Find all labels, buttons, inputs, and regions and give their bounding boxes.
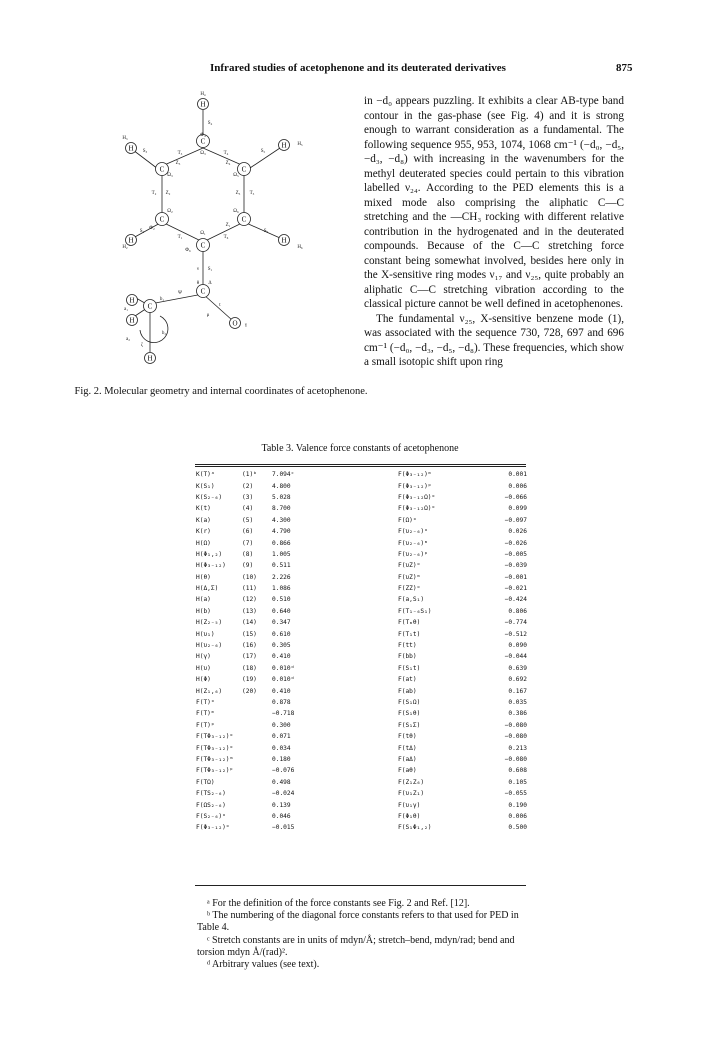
body-text (364, 94, 624, 370)
constant-symbol-cell: K(T)ᵃ (196, 471, 215, 479)
constant-symbol-cell: H(b) (196, 607, 211, 615)
label-t2: T₂ (151, 191, 157, 196)
constant-symbol-cell: F(TΩ) (196, 778, 215, 786)
constant-number-cell: (7) (242, 539, 254, 547)
constant-symbol-cell: H(Z₁,₆) (196, 687, 223, 695)
table-row (196, 492, 527, 503)
label-t4: T₄ (223, 151, 229, 156)
interaction-value-cell: 0.035 (508, 699, 527, 706)
interaction-value-cell: −0.774 (504, 619, 527, 627)
interaction-symbol-cell: F(υZ)ᵒ (398, 562, 421, 570)
interaction-value-cell: −0.026 (504, 539, 527, 547)
table-row (196, 480, 527, 491)
constant-number-cell (242, 708, 272, 719)
constant-symbol-cell: F(Φ₃₋₁₂)ᵒ (196, 824, 230, 832)
constant-number-cell: (1)ᵇ (242, 471, 257, 479)
interaction-symbol-cell: F(υZ)ᵐ (398, 573, 421, 581)
atom-c1: C (200, 241, 206, 250)
interaction-value-cell: 0.099 (508, 505, 527, 513)
constant-value-cell: −0.076 (272, 767, 295, 775)
label-h5: H₅ (297, 142, 303, 147)
interaction-value-cell: −0.039 (504, 562, 527, 570)
table-bottom-rule (195, 885, 526, 886)
label-phi4: Φ₄ (200, 133, 206, 138)
constant-number-cell (242, 799, 272, 810)
constant-value-cell: 1.005 (272, 550, 291, 558)
interaction-value-cell: 0.167 (508, 687, 527, 695)
table-row (196, 583, 527, 594)
interaction-symbol-cell: F(S₁Σ) (398, 721, 421, 729)
label-h4: H₄ (200, 92, 206, 97)
label-omega2: Ω₂ (167, 209, 173, 214)
interaction-value-cell: −0.044 (504, 653, 527, 661)
label-a1: a₁ (124, 307, 128, 312)
label-s1: S₁ (207, 267, 213, 272)
footnote-c: ᶜ Stretch constants are in units of mdyn/Å; stretch–bend, mdyn/rad; bend and torsion mdyn Å/(rad)². (197, 934, 515, 958)
label-z4: Z₄ (225, 161, 231, 166)
table-footnotes (197, 898, 533, 971)
constant-symbol-cell: F(T)ᵒ (196, 699, 215, 706)
constant-value-cell: −0.015 (272, 824, 295, 832)
constant-value-cell: 0.180 (272, 755, 291, 763)
label-nu: ν (196, 267, 200, 272)
constant-value-cell: 0.010ᵈ (272, 664, 295, 672)
constant-number-cell (242, 720, 272, 731)
atom-h4: H (200, 100, 206, 109)
table-row (196, 674, 527, 685)
constant-value-cell: 5.028 (272, 493, 291, 501)
interaction-symbol-cell: F(Φ₃₋₁₂Ω)ᵒ (398, 505, 436, 513)
table-row (196, 697, 527, 708)
table-row (196, 742, 527, 753)
atom-h-methyl-3: H (147, 354, 153, 363)
interaction-value-cell: 0.386 (508, 710, 527, 718)
constant-symbol-cell: K(t) (196, 505, 211, 513)
interaction-value-cell: −0.512 (504, 630, 527, 638)
constant-number-cell: (8) (242, 550, 254, 558)
atom-h6: H (281, 236, 287, 245)
table-row (196, 754, 527, 765)
acetophenone-diagram (120, 88, 320, 378)
label-zeta: ζ (140, 343, 144, 348)
constant-symbol-cell: H(Z₂₋₅) (196, 619, 223, 627)
label-z1: Z₁ (225, 223, 231, 228)
label-omega3: Ω₃ (167, 173, 173, 178)
interaction-value-cell: 0.213 (508, 744, 527, 752)
constant-symbol-cell: H(Φ₃₋₁₂) (196, 562, 226, 570)
interaction-symbol-cell: F(tθ) (398, 733, 417, 741)
constant-value-cell: 1.086 (272, 585, 291, 593)
constant-symbol-cell: H(Φ₁,₂) (196, 550, 223, 558)
interaction-value-cell: 0.001 (508, 471, 527, 479)
label-omega6: Ω₆ (233, 209, 239, 214)
constant-symbol-cell: F(S₂₋₆)ᵒ (196, 812, 226, 820)
body-paragraph-1: in −d₀ appears puzzling. It exhibits a clear AB-type band contour in the gas-phase (see Fig. 4) and it is strong enough to warrant consideration as a fundamental. The following sequence 955, 953, 1074, 1068 cm⁻¹ (−d₀, −d₅, −d₃, −d₈) with increasing in the wavenumbers for the methyl deuterated species could pertain to this vibration labelled ν₂₄. According to the PED elements this is a mixed mode also comprising the aliphatic C—C stretching and the —CH₃ rocking with different relative contribution in the hydrogenated and in the deuterated compounds. Because of the C—C stretching force constant being somewhat involved, besides here only in the X-sensitive ring modes ν₁₇ and ν₂₅, quite probably an aliphatic C—C stretching vibration according to the classical picture cannot be well defined in acetophenones. (364, 95, 624, 310)
footnote-d: ᵈ Arbitrary values (see text). (207, 959, 320, 971)
label-b1: b₁ (159, 297, 165, 302)
interaction-value-cell: −0.066 (504, 493, 527, 501)
atom-methyl-c: C (147, 302, 153, 311)
atom-h3: H (128, 144, 134, 153)
table-row (196, 663, 527, 674)
table-row (196, 560, 527, 571)
interaction-symbol-cell: F(υ₂₋₆)ᵐ (398, 539, 428, 547)
constant-value-cell: 0.866 (272, 539, 291, 547)
atom-c2: C (159, 215, 165, 224)
interaction-symbol-cell: F(ab) (398, 687, 417, 695)
footnote-b: ᵇ The numbering of the diagonal force constants refers to that used for PED in Table 4. (197, 910, 519, 934)
constant-value-cell: 2.226 (272, 573, 291, 581)
constant-symbol-cell: H(Ω) (196, 539, 211, 547)
label-t: t (219, 303, 221, 308)
atom-c6: C (241, 215, 247, 224)
interaction-value-cell: 0.090 (508, 642, 527, 650)
constant-number-cell (242, 754, 272, 765)
constant-value-cell: 0.511 (272, 562, 291, 570)
interaction-value-cell: 0.608 (508, 767, 527, 775)
table-row (196, 515, 527, 526)
interaction-symbol-cell: F(Φ₃₋₁₂)ᵐ (398, 471, 432, 479)
constant-number-cell (242, 777, 272, 788)
table-row (196, 537, 527, 548)
label-s3: S₃ (142, 149, 148, 154)
constant-value-cell: 4.800 (272, 482, 291, 490)
table-row (196, 788, 527, 799)
interaction-value-cell: −0.080 (504, 721, 527, 729)
table-row (196, 606, 527, 617)
interaction-symbol-cell: F(Φ₁θ) (398, 812, 421, 820)
interaction-symbol-cell: F(υ₂₋₆)ᵒ (398, 528, 428, 536)
body-paragraph-2: The fundamental ν₂₅, X-sensitive benzene mode (1), was associated with the sequence 730, 728, 697 and 696 cm⁻¹ (−d₀, −d₃, −d₅, −d₈). These frequencies, which show a small isotopic shift upon ring (364, 312, 624, 368)
table-row (196, 617, 527, 628)
constant-number-cell: (5) (242, 516, 254, 524)
atom-carbonyl-c: C (200, 287, 206, 296)
interaction-symbol-cell: F(Φ₃₋₁₂)ᵖ (398, 482, 432, 490)
atom-c5: C (241, 165, 247, 174)
interaction-value-cell: 0.190 (508, 801, 527, 809)
figure-caption: Fig. 2. Molecular geometry and internal coordinates of acetophenone. (74, 386, 368, 397)
label-delta: Δ (208, 281, 212, 286)
constant-value-cell: 0.410 (272, 653, 291, 661)
constant-symbol-cell: H(υ) (196, 664, 211, 672)
table-row (196, 572, 527, 583)
constant-value-cell: −0.718 (272, 710, 295, 718)
label-z2: Z₂ (165, 191, 171, 196)
constant-value-cell: 0.640 (272, 607, 291, 615)
interaction-value-cell: −0.080 (504, 733, 527, 741)
interaction-symbol-cell: F(T₁₋₆S₁) (398, 607, 432, 615)
constant-value-cell: 4.790 (272, 528, 291, 536)
atom-c4: C (200, 137, 206, 146)
interaction-symbol-cell: F(tΔ) (398, 744, 417, 752)
interaction-symbol-cell: F(S₁Ω) (398, 699, 421, 706)
constant-number-cell (242, 697, 272, 708)
constant-value-cell: 0.046 (272, 812, 291, 820)
label-omega1: Ω₁ (200, 231, 206, 236)
interaction-symbol-cell: F(S₁Φ₁,₂) (398, 824, 432, 832)
constant-symbol-cell: H(υ₁) (196, 630, 215, 638)
constant-number-cell: (9) (242, 562, 254, 570)
constant-number-cell: (4) (242, 505, 254, 513)
interaction-symbol-cell: F(ZZ)ᵒ (398, 585, 421, 593)
interaction-symbol-cell: F(υ₁γ) (398, 801, 421, 809)
atom-h5: H (281, 141, 287, 150)
interaction-value-cell: −0.021 (504, 585, 527, 593)
label-h2: H₂ (122, 245, 128, 250)
interaction-symbol-cell: F(aθ) (398, 767, 417, 775)
interaction-symbol-cell: F(Φ₃₋₁₂Ω)ᵒ (398, 493, 436, 501)
interaction-symbol-cell: F(υ₁Z₁) (398, 790, 425, 798)
constant-number-cell: (3) (242, 493, 254, 501)
constant-number-cell: (6) (242, 528, 254, 536)
constant-symbol-cell: H(γ) (196, 653, 211, 661)
constant-value-cell: 0.139 (272, 801, 291, 809)
constant-value-cell: 0.410 (272, 687, 291, 695)
atom-c3: C (159, 165, 165, 174)
constant-number-cell: (20) (242, 687, 257, 695)
interaction-value-cell: −0.001 (504, 573, 527, 581)
constant-number-cell (242, 765, 272, 776)
constant-number-cell: (12) (242, 596, 257, 604)
force-constants-table-body (196, 469, 527, 834)
constant-value-cell: 0.071 (272, 733, 291, 741)
interaction-symbol-cell: F(υ₂₋₆)ᵖ (398, 550, 428, 558)
constant-value-cell: 0.510 (272, 596, 291, 604)
table-row (196, 720, 527, 731)
constant-symbol-cell: F(TΦ₃₋₁₂)ᵒ (196, 744, 234, 752)
table-row (196, 685, 527, 696)
constant-value-cell: −0.024 (272, 790, 295, 798)
constant-symbol-cell: F(T)ᵐ (196, 710, 215, 718)
label-h3: H₃ (122, 136, 128, 141)
constant-number-cell: (18) (242, 664, 257, 672)
interaction-value-cell: 0.105 (508, 778, 527, 786)
constant-value-cell: 0.498 (272, 778, 291, 786)
label-s6: S₆ (263, 229, 269, 234)
table-row (196, 822, 527, 833)
label-t5: T₅ (249, 191, 255, 196)
constant-value-cell: 0.300 (272, 721, 291, 729)
constant-symbol-cell: K(r) (196, 528, 211, 536)
constant-value-cell: 0.010ᵈ (272, 676, 295, 684)
atom-h-methyl-1: H (129, 296, 135, 305)
table-row (196, 651, 527, 662)
label-omega5: Ω₅ (233, 173, 239, 178)
label-mu: μ (206, 313, 210, 318)
label-b2: b₂ (161, 331, 167, 336)
label-phi6: Φ₆ (185, 248, 191, 253)
running-header: Infrared studies of acetophenone and its deuterated derivatives (210, 62, 506, 74)
constant-number-cell: (11) (242, 585, 257, 593)
constant-symbol-cell: F(ΩS₂₋₆) (196, 801, 226, 809)
constant-number-cell: (10) (242, 573, 257, 581)
label-theta: θ (196, 281, 200, 286)
table-row (196, 765, 527, 776)
constant-symbol-cell: F(TS₂₋₆) (196, 790, 226, 798)
constant-value-cell: 0.878 (272, 699, 291, 706)
table-row (196, 549, 527, 560)
interaction-value-cell: −0.097 (504, 516, 527, 524)
label-phi2: Φ₂ (149, 226, 155, 231)
constant-symbol-cell: K(S₁) (196, 482, 215, 490)
interaction-value-cell: 0.500 (508, 824, 527, 832)
label-t1: T₁ (177, 235, 183, 240)
interaction-symbol-cell: F(Tₘθ) (398, 619, 421, 627)
label-t3: T₃ (177, 151, 183, 156)
interaction-value-cell: −0.080 (504, 755, 527, 763)
interaction-symbol-cell: F(at) (398, 676, 417, 684)
constant-value-cell: 4.300 (272, 516, 291, 524)
table-title: Table 3. Valence force constants of acetophenone (261, 443, 459, 454)
force-constants-table (196, 469, 527, 834)
interaction-symbol-cell: F(S₁θ) (398, 710, 421, 718)
table-row (196, 708, 527, 719)
label-s4: S₄ (207, 121, 213, 126)
constant-number-cell: (13) (242, 607, 257, 615)
constant-symbol-cell: K(a) (196, 516, 211, 524)
table-row (196, 799, 527, 810)
label-omega4: Ω₃ (200, 151, 206, 156)
interaction-value-cell: −0.424 (504, 596, 527, 604)
constant-symbol-cell: F(TΦ₃₋₁₂)ᵒ (196, 733, 234, 741)
constant-number-cell (242, 742, 272, 753)
constant-symbol-cell: H(θ) (196, 573, 211, 581)
label-h6: H₆ (297, 245, 303, 250)
constant-symbol-cell: H(Φ) (196, 676, 211, 684)
label-a2: a₂ (126, 337, 130, 342)
table-row (196, 640, 527, 651)
constant-number-cell (242, 822, 272, 833)
table-row (196, 469, 527, 480)
constant-number-cell (242, 811, 272, 822)
constant-number-cell: (14) (242, 619, 257, 627)
table-top-rule (195, 464, 526, 465)
interaction-symbol-cell: F(Z₁Z₆) (398, 778, 425, 786)
constant-value-cell: 7.094ᶜ (272, 471, 295, 479)
interaction-value-cell: −0.005 (504, 550, 527, 558)
constant-symbol-cell: K(S₂₋₆) (196, 493, 223, 501)
interaction-symbol-cell: F(Ω)ᵒ (398, 516, 417, 524)
constant-number-cell (242, 731, 272, 742)
label-z5: Z₅ (235, 191, 241, 196)
label-z3: Z₃ (175, 161, 181, 166)
label-s2: S₂ (139, 229, 145, 234)
page-number: 875 (616, 62, 633, 74)
label-gamma: γ (244, 323, 248, 328)
interaction-value-cell: 0.806 (508, 607, 527, 615)
table-row (196, 811, 527, 822)
interaction-value-cell: −0.055 (504, 790, 527, 798)
footnote-a: ᵃ For the definition of the force constants see Fig. 2 and Ref. [12]. (207, 898, 470, 909)
label-psi: Ψ (178, 291, 182, 296)
atom-h2: H (128, 236, 134, 245)
constant-value-cell: 0.610 (272, 630, 291, 638)
label-t6: T₆ (223, 235, 229, 240)
constant-value-cell: 0.305 (272, 642, 291, 650)
interaction-value-cell: 0.006 (508, 812, 527, 820)
constant-number-cell: (15) (242, 630, 257, 638)
interaction-value-cell: 0.692 (508, 676, 527, 684)
table-row (196, 503, 527, 514)
atom-h-methyl-2: H (129, 316, 135, 325)
interaction-symbol-cell: F(bb) (398, 653, 417, 661)
constant-number-cell: (19) (242, 676, 257, 684)
table-row (196, 731, 527, 742)
constant-symbol-cell: H(υ₂₋₆) (196, 642, 223, 650)
constant-value-cell: 8.700 (272, 505, 291, 513)
constant-symbol-cell: H(a) (196, 596, 211, 604)
interaction-symbol-cell: F(T₁t) (398, 630, 421, 638)
table-row (196, 628, 527, 639)
interaction-value-cell: 0.026 (508, 528, 527, 536)
interaction-symbol-cell: F(a,S₁) (398, 596, 425, 604)
constant-number-cell: (2) (242, 482, 254, 490)
interaction-symbol-cell: F(tt) (398, 642, 417, 650)
molecular-geometry-figure (120, 88, 320, 378)
table-top-rule-thin (195, 466, 526, 467)
table-row (196, 526, 527, 537)
constant-symbol-cell: F(T)ᵖ (196, 721, 215, 729)
atom-o: O (232, 319, 238, 328)
interaction-value-cell: 0.639 (508, 664, 527, 672)
table-row (196, 594, 527, 605)
interaction-symbol-cell: F(aΔ) (398, 755, 417, 763)
constant-value-cell: 0.034 (272, 744, 291, 752)
constant-symbol-cell: F(TΦ₃₋₁₂)ᵐ (196, 755, 234, 763)
label-s5: S₅ (260, 149, 266, 154)
constant-value-cell: 0.347 (272, 619, 291, 627)
constant-number-cell: (17) (242, 653, 257, 661)
constant-number-cell (242, 788, 272, 799)
interaction-symbol-cell: F(S₁t) (398, 664, 421, 672)
constant-symbol-cell: F(TΦ₃₋₁₂)ᵖ (196, 767, 234, 775)
constant-symbol-cell: H(Δ,Σ) (196, 585, 219, 593)
constant-number-cell: (16) (242, 642, 257, 650)
interaction-value-cell: 0.006 (508, 482, 527, 490)
table-row (196, 777, 527, 788)
